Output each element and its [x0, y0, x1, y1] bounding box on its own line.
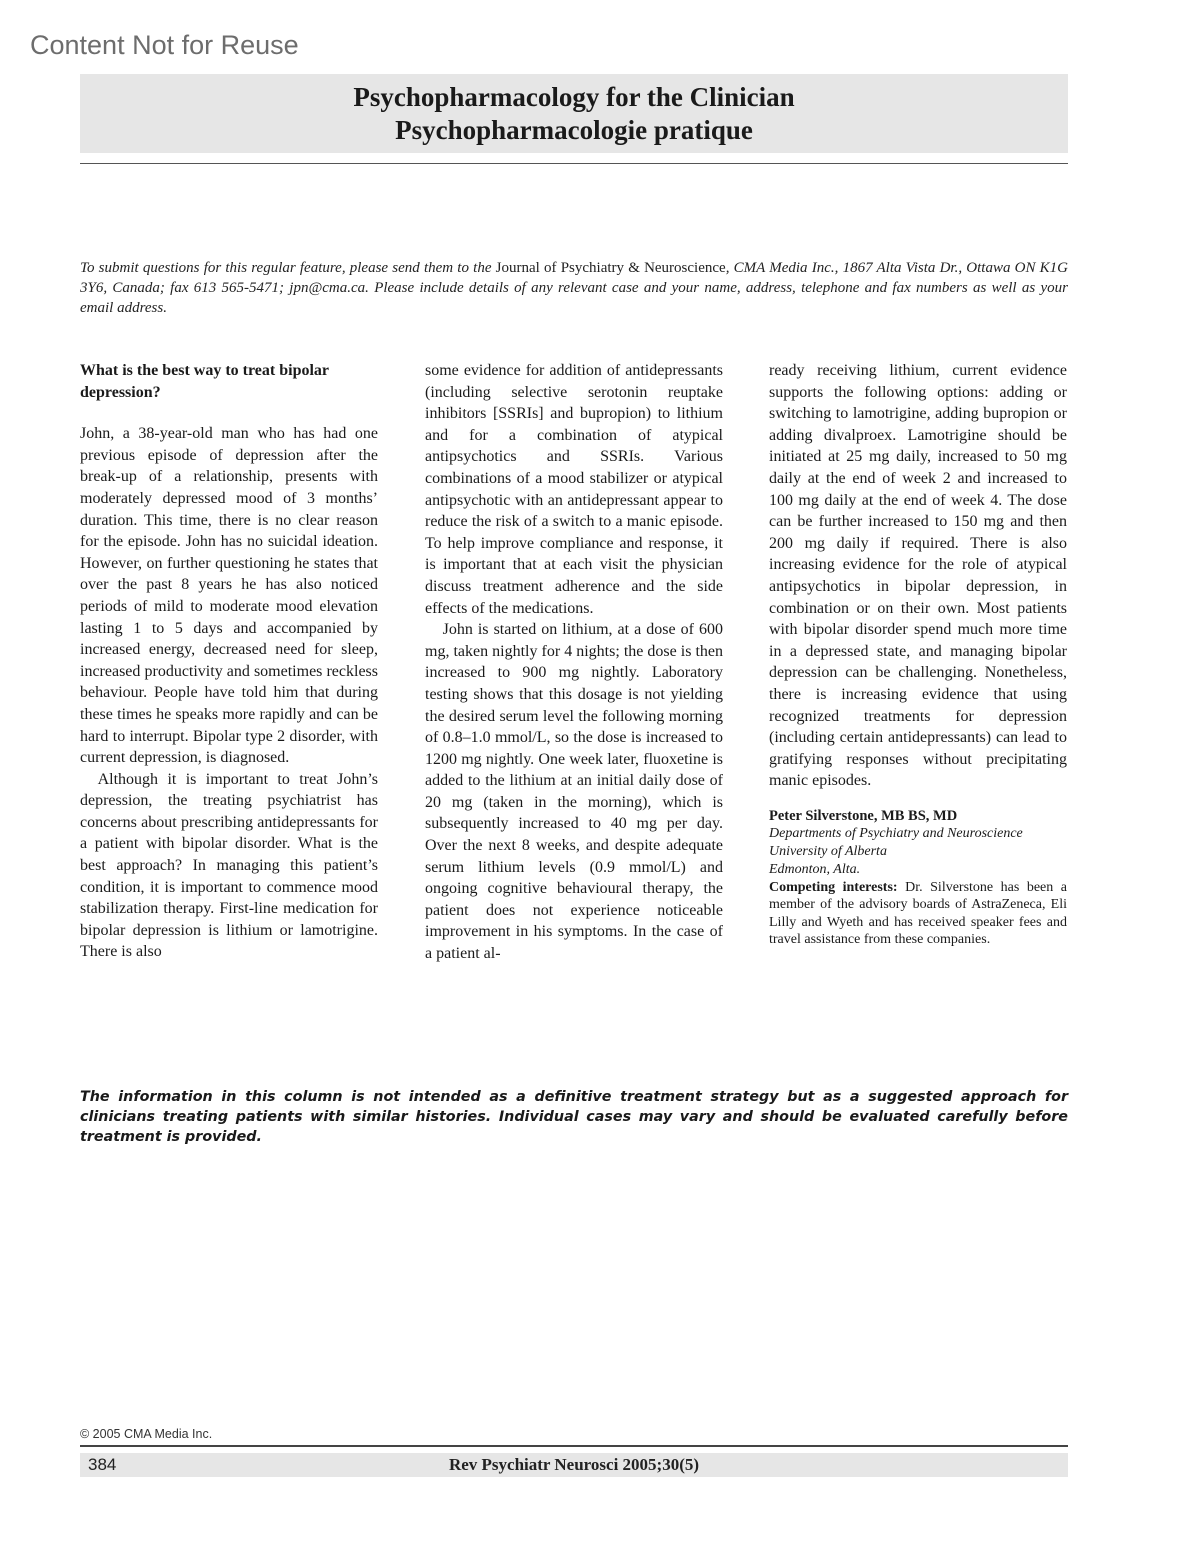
footer-bar — [80, 1453, 1068, 1477]
submission-instructions — [80, 258, 1068, 318]
article-column-3 — [769, 360, 1067, 949]
article-paragraph: Although it is important to treat John’s depression, the treating psychiatrist has concerns about prescribing antidepressants for a patient with bipolar disorder. What is the best approach? In managing this patient’s condition, it is important to commence mood stabilization therapy. First-line medication for bipolar depression is lithium or lamotrigine. There is also — [80, 770, 378, 961]
author-university: University of Alberta — [769, 843, 887, 859]
article-column-1 — [80, 360, 378, 963]
title-box — [80, 74, 1068, 153]
title-french: Psychopharmacologie pratique — [395, 115, 753, 145]
footer-divider — [80, 1445, 1068, 1447]
article-paragraph: John is started on lithium, at a dose of 600 mg, taken nightly for 4 nights; the dose is then increased to 900 mg nightly. Laboratory testing shows that this dosage is not yielding the desired serum level the following morning of 0.8–1.0 mmol/L, so the dose is increased to 1200 mg nightly. One week later, fluoxetine is added to the lithium at an initial daily dose of 20 mg (taken in the morning), which is subsequently increased to 40 mg per day. Over the next 8 weeks, and despite adequate serum lithium levels (0.9 mmol/L) and ongoing cognitive behavioural therapy, the patient does not experience noticeable improvement in his symptoms. In the case of a patient al- — [425, 621, 723, 963]
article-column-2 — [425, 360, 723, 965]
author-department: Departments of Psychiatry and Neuroscience — [769, 825, 1023, 841]
disclaimer: The information in this column is not intended as a definitive treatment strategy but as a suggested approach for clinicians treating patients with similar histories. Individual cases may vary and should be evaluated carefully before treatment is provided. — [80, 1089, 1068, 1145]
page-title — [80, 74, 1068, 147]
author-byline — [769, 807, 1067, 879]
title-english: Psychopharmacology for the Clinician — [353, 82, 795, 112]
author-city: Edmonton, Alta. — [769, 861, 861, 877]
author-name: Peter Silverstone, MB BS, MD — [769, 807, 958, 824]
journal-citation: Rev Psychiatr Neurosci 2005;30(5) — [448, 1455, 700, 1474]
page-number: 384 — [88, 1455, 117, 1474]
competing-interests — [769, 879, 1067, 949]
watermark-text: Content Not for Reuse — [30, 30, 299, 60]
competing-interests-label: Competing interests: — [769, 879, 898, 895]
intro-part-1: To submit questions for this regular feature, please send them to the — [80, 260, 496, 276]
article-paragraph: ready receiving lithium, current evidence supports the following options: adding or switching to lamotrigine, adding bupropion or adding divalproex. Lamotrigine should be initiated at 25 mg daily, increased to 50 mg daily at the end of week 2 and increased to 100 mg daily at the end of week 4. The dose can be further increased to 150 mg and then 200 mg daily if required. There is also increasing evidence for the role of atypical antipsychotics in bipolar depression, in combination or on their own. Most patients with bipolar disorder spend much more time in a depressed state, and managing bipolar depression can be challenging. Nonetheless, there is increasing evidence that using recognized treatments for depression (including certain antidepressants) can lead to gratifying responses without precipitating manic episodes. — [769, 362, 1067, 790]
copyright-notice: © 2005 CMA Media Inc. — [80, 1427, 213, 1441]
article-paragraph: John, a 38-year-old man who has had one previous episode of depression after the break-up of a relationship, presents with moderately depressed mood of 3 months’ duration. This time, there is no clear reason for the episode. John has no suicidal ideation. However, on further questioning he states that over the past 8 years he has also noticed periods of mild to moderate mood elevation lasting 1 to 5 days and accompanied by increased energy, decreased need for sleep, increased productivity and sometimes reckless behaviour. People have told him that during these times he speaks more rapidly and can be hard to interrupt. Bipolar type 2 disorder, with current depression, is diagnosed. — [80, 425, 378, 767]
article-paragraph: some evidence for addition of antidepressants (including selective serotonin reuptake inhibitors [SSRIs] and bupropion) to lithium and for a combination of atypical antipsychotics and SSRIs. Various combinations of a mood stabilizer or atypical antipsychotic with an antidepressant appear to reduce the risk of a switch to a manic episode. To help improve compliance and response, it is important that at each visit the physician discuss treatment adherence and the side effects of the medications. — [425, 362, 723, 617]
article-question: What is the best way to treat bipolar depression? — [80, 362, 329, 401]
intro-part-2: , CMA Media Inc., 1867 Alta Vista Dr., Ottawa ON K1G 3Y6, Canada; fax 613 565-5471; jpn@cma.ca. Please include details of any relevant case and your name, address, telephone and fax numbers as well as your email address. — [80, 260, 1069, 316]
title-divider — [80, 163, 1068, 164]
intro-journal-name: Journal of Psychiatry & Neuroscience — [495, 260, 726, 276]
competing-interests-text: Dr. Silverstone has been a member of the advisory boards of AstraZeneca, Eli Lilly and Wyeth and has received speaker fees and travel assistance from these companies. — [769, 879, 1068, 948]
